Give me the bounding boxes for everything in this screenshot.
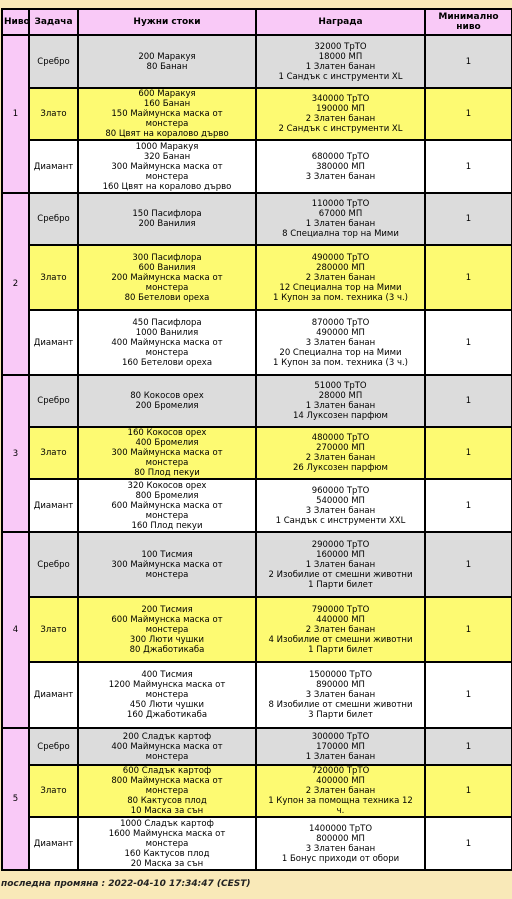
goods-cell: 600 Сладък картоф 800 Маймунска маска от монстера 80 Кактусов плод 10 Маска за сън — [78, 765, 256, 817]
reward-cell: 340000 ТрТО 190000 МП 2 Златен банан 2 Сандък с инструменти XL — [256, 88, 425, 140]
goods-cell: 300 Пасифлора 600 Ванилия 200 Маймунска маска от монстера 80 Бетелови ореха — [78, 245, 256, 310]
header-level: Ниво — [2, 9, 29, 35]
goods-cell: 200 Маракуя 80 Банан — [78, 35, 256, 88]
last-modified: последна промяна : 2022-04-10 17:34:47 (CEST) — [1, 879, 251, 889]
min-level-cell: 1 — [425, 597, 512, 662]
task-cell: Злато — [29, 88, 78, 140]
table-row — [2, 532, 512, 597]
header-reward: Награда — [256, 9, 425, 35]
level-cell: 4 — [2, 532, 29, 728]
level-cell: 2 — [2, 193, 29, 375]
task-cell: Сребро — [29, 728, 78, 765]
table-row — [2, 765, 512, 817]
task-cell: Диамант — [29, 140, 78, 193]
table-row — [2, 728, 512, 765]
goods-cell: 1000 Маракуя 320 Банан 300 Маймунска маска от монстера 160 Цвят на коралово дърво — [78, 140, 256, 193]
reward-cell: 790000 ТрТО 440000 МП 2 Златен банан 4 Изобилие от смешни животни 1 Парти билет — [256, 597, 425, 662]
reward-cell: 1400000 ТрТО 800000 МП 3 Златен банан 1 Бонус приходи от обори — [256, 817, 425, 870]
goods-cell: 450 Пасифлора 1000 Ванилия 400 Маймунска маска от монстера 160 Бетелови ореха — [78, 310, 256, 375]
reward-cell: 870000 ТрТО 490000 МП 3 Златен банан 20 Специална тор на Мими 1 Купон за пом. техника (3 ч.) — [256, 310, 425, 375]
task-cell: Злато — [29, 765, 78, 817]
reward-cell: 110000 ТрТО 67000 МП 1 Златен банан 8 Специална тор на Мими — [256, 193, 425, 245]
header-row — [2, 9, 512, 35]
reward-cell: 290000 ТрТО 160000 МП 1 Златен банан 2 Изобилие от смешни животни 1 Парти билет — [256, 532, 425, 597]
min-level-cell: 1 — [425, 375, 512, 427]
table-row — [2, 597, 512, 662]
task-cell: Сребро — [29, 532, 78, 597]
min-level-cell: 1 — [425, 427, 512, 479]
goods-cell: 1000 Сладък картоф 1600 Маймунска маска от монстера 160 Кактусов плод 20 Маска за сън — [78, 817, 256, 870]
reward-cell: 51000 ТрТО 28000 МП 1 Златен банан 14 Луксозен парфюм — [256, 375, 425, 427]
min-level-cell: 1 — [425, 245, 512, 310]
table-row — [2, 662, 512, 728]
task-cell: Диамант — [29, 310, 78, 375]
reward-cell: 490000 ТрТО 280000 МП 2 Златен банан 12 Специална тор на Мими 1 Купон за пом. техника (3 ч.) — [256, 245, 425, 310]
goods-cell: 160 Кокосов орех 400 Бромелия 300 Маймунска маска от монстера 80 Плод пекуи — [78, 427, 256, 479]
table-row — [2, 310, 512, 375]
reward-cell: 720000 ТрТО 400000 МП 2 Златен банан 1 Купон за помощна техника 12 ч. — [256, 765, 425, 817]
table-row — [2, 193, 512, 245]
task-cell: Злато — [29, 427, 78, 479]
reward-cell: 480000 ТрТО 270000 МП 2 Златен банан 26 Луксозен парфюм — [256, 427, 425, 479]
reward-cell: 32000 ТрТО 18000 МП 1 Златен банан 1 Сандък с инструменти XL — [256, 35, 425, 88]
table-row — [2, 88, 512, 140]
min-level-cell: 1 — [425, 728, 512, 765]
table-row — [2, 427, 512, 479]
min-level-cell: 1 — [425, 310, 512, 375]
goods-cell: 200 Сладък картоф 400 Маймунска маска от монстера — [78, 728, 256, 765]
task-cell: Сребро — [29, 35, 78, 88]
task-cell: Диамант — [29, 479, 78, 532]
min-level-cell: 1 — [425, 479, 512, 532]
table-row — [2, 140, 512, 193]
goods-cell: 150 Пасифлора 200 Ванилия — [78, 193, 256, 245]
task-cell: Диамант — [29, 817, 78, 870]
table-row — [2, 35, 512, 88]
goods-cell: 320 Кокосов орех 800 Бромелия 600 Маймунска маска от монстера 160 Плод пекуи — [78, 479, 256, 532]
header-task: Задача — [29, 9, 78, 35]
min-level-cell: 1 — [425, 140, 512, 193]
goods-cell: 400 Тисмия 1200 Маймунска маска от монстера 450 Люти чушки 160 Джаботикаба — [78, 662, 256, 728]
min-level-cell: 1 — [425, 662, 512, 728]
goods-cell: 80 Кокосов орех 200 Бромелия — [78, 375, 256, 427]
min-level-cell: 1 — [425, 193, 512, 245]
min-level-cell: 1 — [425, 35, 512, 88]
table-row — [2, 375, 512, 427]
min-level-cell: 1 — [425, 765, 512, 817]
level-cell: 5 — [2, 728, 29, 870]
header-min-level: Минимално ниво — [425, 9, 512, 35]
min-level-cell: 1 — [425, 817, 512, 870]
goods-cell: 600 Маракуя 160 Банан 150 Маймунска маска от монстера 80 Цвят на коралово дърво — [78, 88, 256, 140]
level-cell: 3 — [2, 375, 29, 532]
goods-cell: 100 Тисмия 300 Маймунска маска от монстера — [78, 532, 256, 597]
task-cell: Сребро — [29, 375, 78, 427]
task-cell: Сребро — [29, 193, 78, 245]
min-level-cell: 1 — [425, 532, 512, 597]
min-level-cell: 1 — [425, 88, 512, 140]
task-cell: Злато — [29, 597, 78, 662]
reward-cell: 1500000 ТрТО 890000 МП 3 Златен банан 8 Изобилие от смешни животни 3 Парти билет — [256, 662, 425, 728]
reward-cell: 960000 ТрТО 540000 МП 3 Златен банан 1 Сандък с инструменти XXL — [256, 479, 425, 532]
reward-cell: 300000 ТрТО 170000 МП 1 Златен банан — [256, 728, 425, 765]
table-row — [2, 817, 512, 870]
header-goods: Нужни стоки — [78, 9, 256, 35]
table-row — [2, 245, 512, 310]
task-cell: Диамант — [29, 662, 78, 728]
level-cell: 1 — [2, 35, 29, 193]
table-row — [2, 479, 512, 532]
task-cell: Злато — [29, 245, 78, 310]
goods-cell: 200 Тисмия 600 Маймунска маска от монстера 300 Люти чушки 80 Джаботикаба — [78, 597, 256, 662]
goals-table — [1, 8, 512, 871]
reward-cell: 680000 ТрТО 380000 МП 3 Златен банан — [256, 140, 425, 193]
